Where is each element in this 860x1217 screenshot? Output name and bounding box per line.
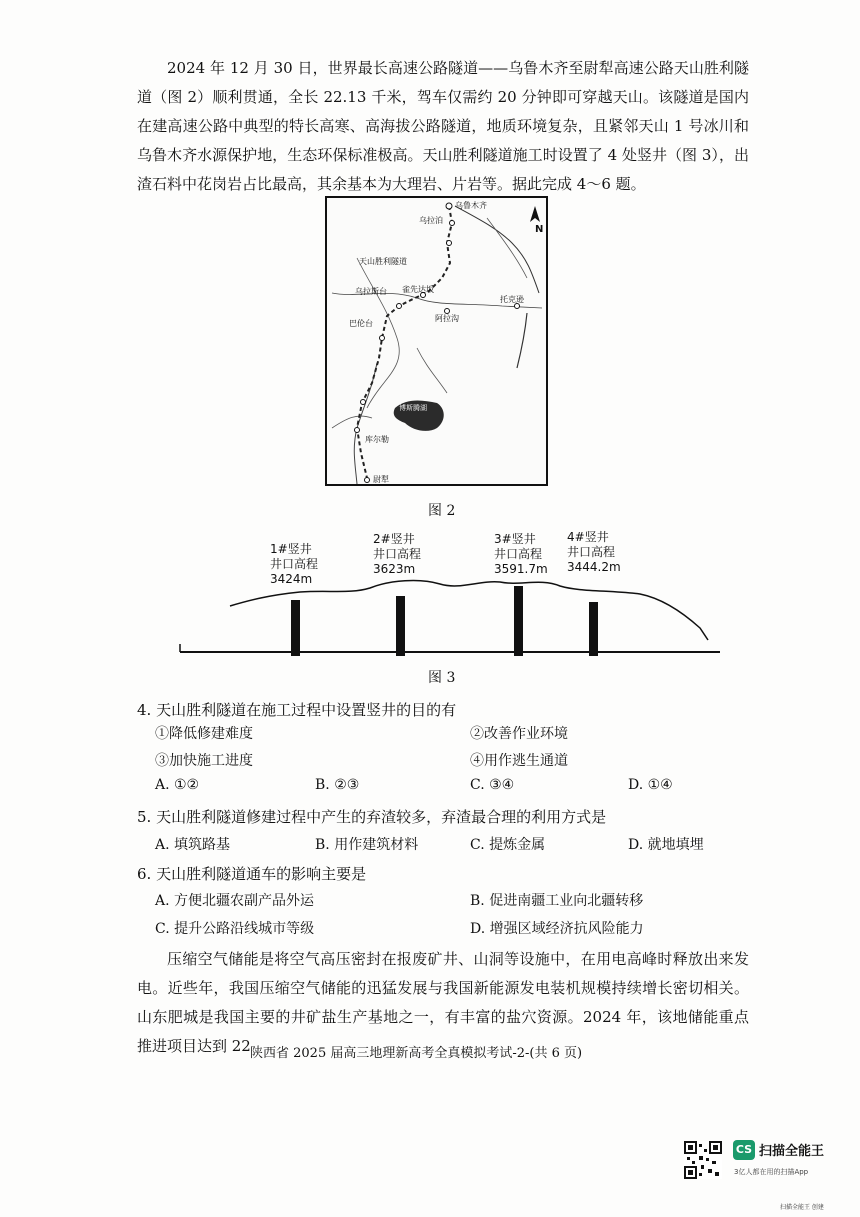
map-label-yuli: 尉犁	[373, 475, 389, 484]
shaft-1-elev: 3424m	[270, 572, 313, 586]
map-label-queshandaban: 雀先达坂	[402, 285, 434, 294]
passage-2-paragraph: 压缩空气储能是将空气高压密封在报废矿井、山洞等设施中，在用电高峰时释放出来发电。近些年，我国压缩空气储能的迅猛发展与我国新能源发电装机规模持续增长密切相关。山东肥城是我国主要的井矿盐生产基地之一，有丰富的盐穴资源。2024 年，该地储能重点推进项目达到 22	[137, 950, 749, 1055]
figure-3-caption: 图 3	[428, 670, 456, 686]
shaft-2-elev-title: 井口高程	[373, 547, 422, 561]
shaft-2-label	[373, 532, 421, 577]
shaft-4-elev-title: 井口高程	[567, 545, 616, 559]
shaft-1-label	[270, 542, 318, 587]
figure-3-profile	[0, 520, 860, 660]
q4-item-2: ②改善作业环境	[470, 726, 568, 742]
q4-item-4: ④用作逃生通道	[470, 753, 568, 769]
q6-option-c[interactable]: C. 提升公路沿线城市等级	[155, 921, 315, 937]
scanner-name: 扫描全能王	[759, 1144, 825, 1159]
figure-2-caption: 图 2	[428, 503, 456, 519]
shaft-2-elev: 3623m	[373, 562, 416, 576]
question-4-stem: 4. 天山胜利隧道在施工过程中设置竖井的目的有	[137, 701, 457, 719]
q4-item-3: ③加快施工进度	[155, 753, 253, 769]
shaft-4-label	[567, 530, 621, 575]
shaft-4-name: 4#竖井	[567, 530, 609, 544]
q4-option-d[interactable]: D. ①④	[628, 777, 673, 793]
intro-paragraph: 2024 年 12 月 30 日，世界最长高速公路隧道——乌鲁木齐至尉犁高速公路天山胜利隧道（图 2）顺利贯通，全长 22.13 千米，驾车仅需约 20 分钟即可穿越天山。该隧道是国内在建高速公路中典型的特长高寒、高海拔公路隧道，地质环境复杂，且紧邻天山 1 号冰川和乌鲁木齐水源保护地，生态环保标准极高。天山胜利隧道施工时设置了 4 处竖井（图 3），出渣石料中花岗岩占比最高，其余基本为大理岩、片岩等。据此完成 4～6 题。	[137, 59, 749, 193]
shaft-3-elev-title: 井口高程	[494, 547, 543, 561]
north-label: N	[535, 224, 544, 235]
map-label-baluntai: 巴伦台	[349, 319, 373, 328]
shaft-3-name: 3#竖井	[494, 532, 536, 546]
page-footer: 陕西省 2025 届高三地理新高考全真模拟考试-2-(共 6 页)	[250, 1046, 583, 1061]
qr-code	[684, 1141, 722, 1179]
shaft-1-elev-title: 井口高程	[270, 557, 319, 571]
shaft-3-elev: 3591.7m	[494, 562, 548, 576]
q4-option-b[interactable]: B. ②③	[315, 777, 360, 793]
map-label-lake: 博斯腾湖	[399, 404, 427, 412]
q6-option-b[interactable]: B. 促进南疆工业向北疆转移	[470, 893, 644, 909]
q5-option-b[interactable]: B. 用作建筑材料	[315, 837, 419, 853]
scanner-corner-note: 扫描全能王 创建	[780, 1204, 824, 1211]
q6-option-d[interactable]: D. 增强区域经济抗风险能力	[470, 921, 644, 937]
q6-option-a[interactable]: A. 方便北疆农副产品外运	[155, 893, 315, 909]
q4-item-1: ①降低修建难度	[155, 726, 253, 742]
q5-option-d[interactable]: D. 就地填埋	[628, 837, 704, 853]
map-label-tuokexun: 托克逊	[500, 295, 524, 304]
scanner-logo: CS	[733, 1140, 755, 1160]
map-label-wulasitai: 乌拉斯台	[355, 287, 387, 296]
shaft-4-elev: 3444.2m	[567, 560, 621, 574]
q4-option-a[interactable]: A. ①②	[155, 777, 200, 793]
shaft-3-label	[494, 532, 548, 577]
map-label-wulabo: 乌拉泊	[419, 216, 443, 225]
shaft-2-name: 2#竖井	[373, 532, 415, 546]
q5-option-a[interactable]: A. 填筑路基	[155, 837, 231, 853]
map-label-alagou: 阿拉沟	[435, 314, 459, 323]
map-drawing	[327, 198, 546, 484]
figure-2-map	[325, 196, 548, 486]
map-label-kuerle: 库尔勒	[365, 435, 389, 444]
q4-option-c[interactable]: C. ③④	[470, 777, 515, 793]
scanner-tagline: 3亿人都在用的扫描App	[734, 1168, 809, 1176]
q5-option-c[interactable]: C. 提炼金属	[470, 837, 546, 853]
question-5-stem: 5. 天山胜利隧道修建过程中产生的弃渣较多，弃渣最合理的利用方式是	[137, 808, 607, 826]
question-6-stem: 6. 天山胜利隧道通车的影响主要是	[137, 865, 367, 883]
map-label-urumqi: 乌鲁木齐	[455, 201, 487, 210]
map-label-tunnel: 天山胜利隧道	[359, 257, 407, 266]
shaft-1-name: 1#竖井	[270, 542, 312, 556]
